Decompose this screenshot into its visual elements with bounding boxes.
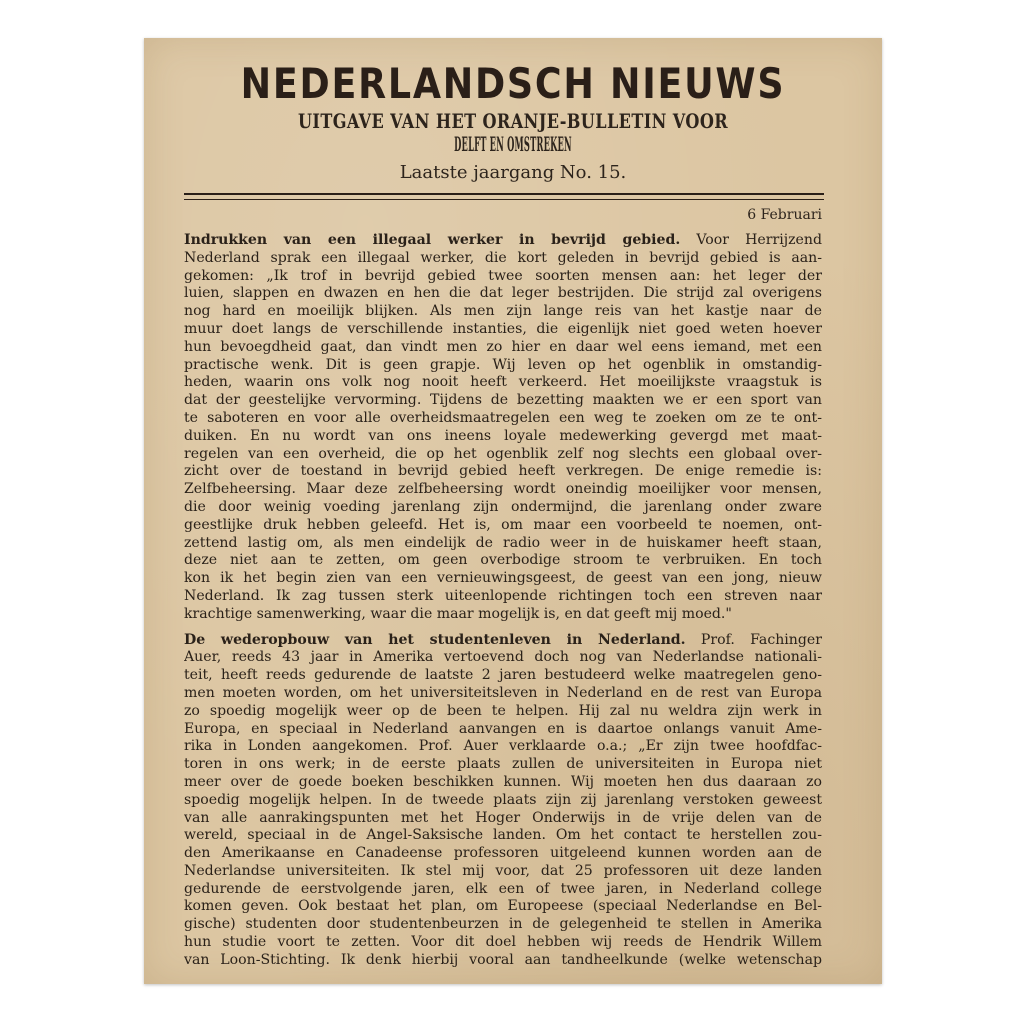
article-text-line: gekomen: „Ik trof in bevrijd gebied twee soorten mensen aan: het leger der [184,267,822,284]
article-text-line: komen geven. Ook bestaat het plan, om Europeese (speciaal Nederlandse en Bel- [184,898,822,915]
article-first-line [184,632,822,650]
article-text-line: deze niet aan te zetten, om geen overbodige stroom te verbruiken. En toch [184,552,822,569]
article-text-line: duiken. En nu wordt van ons ineens loyale medewerking gevergd met maat- [184,427,822,444]
article-text-line: zettend lastig om, als men eindelijk de radio weer in de huiskamer heeft staan, [184,534,822,551]
article-body [184,232,822,970]
article-first-line [184,232,822,250]
article-text-line: van Loon-Stichting. Ik denk hierbij vooral aan tandheelkunde (welke wetenschap [184,951,822,968]
article-text-line: den Amerikaanse en Canadeense professoren uitgeleend kunnen worden aan de [184,845,822,862]
article-text-line: geestlijke druk hebben geleefd. Het is, om maar een voorbeeld te noemen, ont- [184,516,822,533]
article-text-line: gische) studenten door studentenbeurzen in de gelegenheid te stellen in Amerika [184,916,822,933]
article-text-line: toren in ons werk; in de eerste plaats zullen de universiteiten in Europa niet [184,756,822,773]
newspaper-title: NEDERLANDSCH NIEUWS [240,59,786,108]
article-text-line: teit, heeft reeds gedurende de laatste 2 jaren bestudeerd welke maatregelen geno- [184,667,822,684]
article-text-line: krachtige samenwerking, waar die maar mogelijk is, en dat geeft mij moed." [184,605,732,622]
article-text-line: dat der geestelijke vervorming. Tijdens de bezetting maakten we er een sport van [184,392,822,409]
article-text-line: gedurende de eerstvolgende jaren, elk een of twee jaren, in Nederland college [184,880,822,897]
article-text-line: hun studie voort te zetten. Voor dit doel hebben wij reeds de Hendrik Willem [184,934,822,951]
article-text-line: nog hard en moeilijk blijken. Als men zijn lange reis van het kastje naar de [184,303,822,320]
article-text-line: zicht over de toestand in bevrijd gebied heeft verkregen. De enige remedie is: [184,463,822,480]
article-text-line: Nederland sprak een illegaal werker, die kort geleden in bevrijd gebied is aan- [184,249,822,266]
article-text-line: luien, slappen en dwazen en hen die dat leger bestrijden. Die strijd zal overigens [184,285,822,302]
article-gap [184,624,822,632]
issue-date: 6 Februari [747,207,822,223]
article-text-line: van alle aanrakingspunten met het Hoger Onderwijs in de vrije delen van de [184,809,822,826]
masthead-rule-thick [184,193,824,195]
article-text-line: muur doet langs de verschillende instanties, die eigenlijk niet goed weten hoever [184,320,822,337]
masthead [144,58,882,186]
article-text-line: heden, waarin ons volk nog nooit heeft verkeerd. Het moeilijkste vraagstuk is [184,374,822,391]
subtitle-line-1: UITGAVE VAN HET ORANJE-BULLETIN VOOR [297,109,729,133]
article-text-line: Zelfbeheersing. Maar deze zelfbeheersing wordt oneindig moeilijker voor mensen, [184,481,822,498]
article-text-line: Europa, en speciaal in Nederland aanvangen en is daartoe onlangs vanuit Ame- [184,720,822,737]
article-text-line: Nederland. Ik zag tussen sterk uiteenlopende richtingen toch een streven naar [184,587,822,604]
article-first-line-text: Voor Herrijzend [680,232,822,248]
article-heading: De wederopbouw van het studentenleven in Nederland. [184,631,686,648]
article-text-line: wereld, speciaal in de Angel-Saksische landen. Om het contact te herstellen zou- [184,827,822,844]
article-text-line: te saboteren en voor alle overheidsmaatregelen een weg te zoeken om ze te ont- [184,409,822,426]
article-heading: Indrukken van een illegaal werker in bevrijd gebied. [184,232,681,248]
article-text-line: Auer, reeds 43 jaar in Amerika vertoevend doch nog van Nederlandse nationali- [184,649,822,666]
newspaper-sheet [144,38,882,984]
article-text-line: meer over de goede boeken beschikken kunnen. Wij moeten hen dus daaraan zo [184,773,822,790]
masthead-rule-thin [184,199,824,200]
article-text-line: zo spoedig mogelijk weer op de been te helpen. Hij zal nu weldra zijn werk in [184,702,822,719]
article-text-line: kon ik het begin zien van een vernieuwingsgeest, de geest van een jong, nieuw [184,570,822,587]
article-first-line-text: Prof. Fachinger [685,631,822,648]
article-text-line: spoedig mogelijk helpen. In de tweede plaats zijn zij jarenlang verstoken geweest [184,791,822,808]
article-text-line: Nederlandse universiteiten. Ik stel mij voor, dat 25 professoren uit deze landen [184,862,822,879]
article-text-line: regelen van een overheid, die op het ogenblik zelf nog slechts een globaal over- [184,445,822,462]
subtitle-line-2: DELFT EN OMSTREKEN [454,132,572,156]
article-text-line: die door weinig voeding jarenlang zijn ondermijnd, die jarenlang onder zware [184,498,822,515]
issue-number: Laatste jaargang No. 15. [399,162,627,183]
article-text-line: hun bevoegdheid gaat, dan vindt men zo hier en daar wel eens iemand, met een [184,338,822,355]
article-text-line: men moeten worden, om het universiteitsleven in Nederland en de rest van Europa [184,684,822,701]
article-text-line: practische wenk. Dit is geen grapje. Wij leven op het ogenblik in omstandig- [184,356,822,373]
article-text-line: rika in Londen aangekomen. Prof. Auer verklaarde o.a.; „Er zijn twee hoofdfac- [184,738,822,755]
